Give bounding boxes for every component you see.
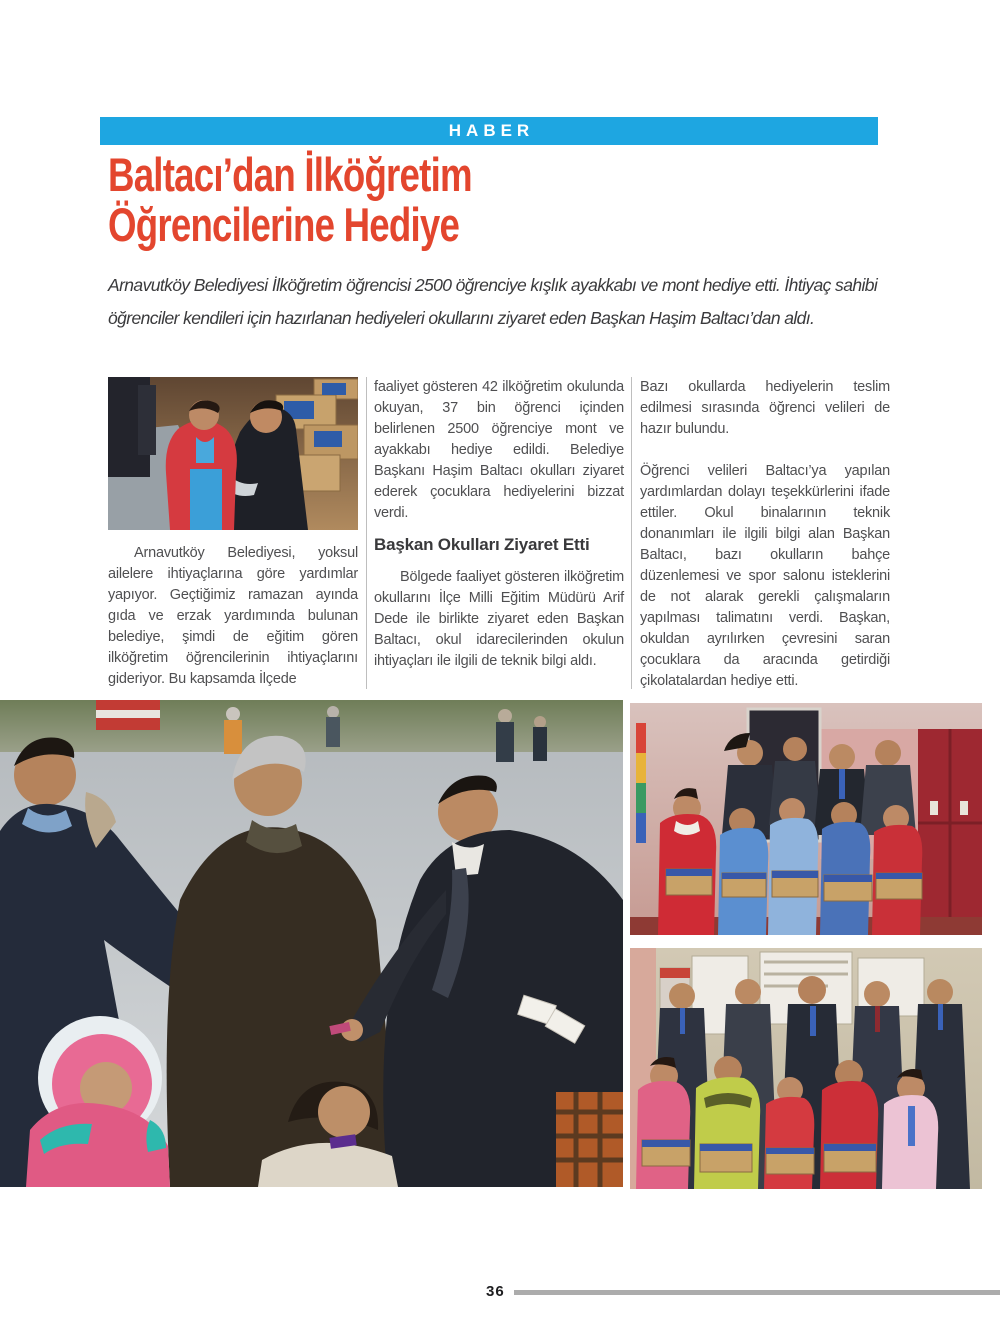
body-paragraph-col3-2: Öğrenci velileri Baltacı’ya yapılan yardımlardan dolayı teşekkürlerini ifade ettiler. Okul binalarının teknik donanımları ile ilgili bilgi alan Başkan Baltacı, bazı okulların bahçe düzenlemesi ve spor salonu isteklerini de not alarak gerekli çalışmaların yapılması talimatını verdi. Başkan, okuldan ayrılırken çevresini saran çocuklara da aracında getirdiği çikolatalardan hediye etti.	[640, 463, 890, 689]
body-paragraph-col1: Arnavutköy Belediyesi, yoksul ailelere ihtiyaçlarına göre yardımlar yapıyor. Geçtiğimiz ramazan ayında gıda ve erzak yardımında bulunan belediye, şimdi de eğitim gören ilköğretim öğrencilerinin ihtiyaçlarını gideriyor. Bu kapsamda İlçede	[108, 545, 358, 687]
column-divider-2	[631, 377, 632, 689]
column-2	[374, 377, 624, 672]
headline-line-2: Öğrencilerine Hediye	[108, 198, 460, 251]
inline-photo-gift-ceremony	[108, 377, 358, 530]
body-paragraph-col2-1: faaliyet gösteren 42 ilköğretim okulunda okuyan, 37 bin öğrenci içinden belirlenen 2500 öğrenciye mont ve ayakkabı hediye edildi. Belediye Başkanı Haşim Baltacı okulları ziyaret ederek çocuklara hediyelerini bizzat verdi.	[374, 379, 624, 521]
column-1	[108, 377, 358, 690]
section-subhead: Başkan Okulları Ziyaret Etti	[374, 535, 590, 554]
headline	[108, 150, 574, 250]
column-divider-1	[366, 377, 367, 689]
lead-paragraph: Arnavutköy Belediyesi İlköğretim öğrencisi 2500 öğrenciye kışlık ayakkabı ve mont hediye etti. İhtiyaç sahibi öğrenciler kendileri için hazırlanan hediyeleri okullarını ziyaret eden Başkan Haşim Baltacı’dan aldı.	[108, 275, 878, 328]
right-bottom-photo-classroom-group	[630, 948, 982, 1189]
headline-line-1: Baltacı’dan İlköğretim	[108, 148, 472, 201]
body-paragraph-col2-2: Bölgede faaliyet gösteren ilköğretim okullarını İlçe Milli Eğitim Müdürü Arif Dede ile birlikte ziyaret eden Başkan Baltacı, okul idarecilerinden okulun ihtiyaçları ile ilgili de teknik bilgi aldı.	[374, 569, 624, 669]
body-paragraph-col3-1: Bazı okullarda hediyelerin teslim edilmesi sırasında öğrenci velileri de hazır bulundu.	[640, 379, 890, 437]
page-number: 36	[486, 1283, 505, 1300]
column-3	[640, 377, 890, 692]
right-top-photo-students-boxes	[630, 703, 982, 935]
main-photo-chocolate-handout	[0, 700, 623, 1187]
footer-rule	[514, 1290, 1000, 1295]
kicker-bar	[100, 117, 878, 145]
kicker-label: HABER	[448, 121, 535, 140]
